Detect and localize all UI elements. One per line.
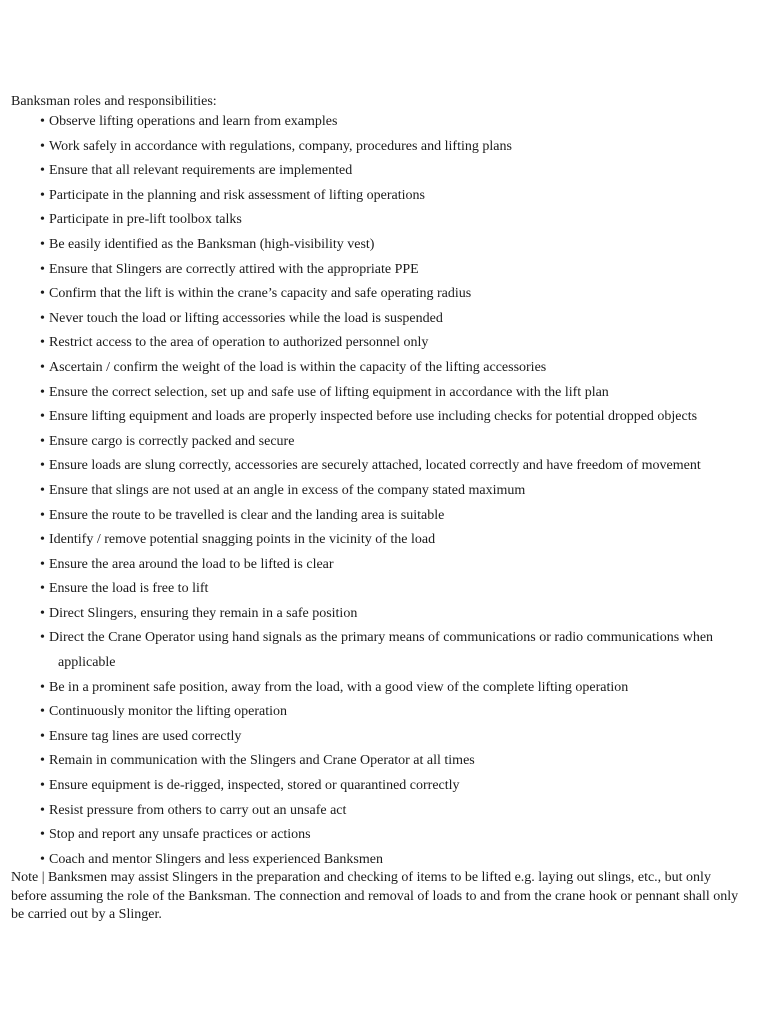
list-item: • Ensure that all relevant requirements are implemented [40, 159, 750, 184]
list-item: • Continuously monitor the lifting operation [40, 700, 750, 725]
list-item: • Restrict access to the area of operation to authorized personnel only [40, 331, 750, 356]
list-item: • Participate in pre-lift toolbox talks [40, 208, 750, 233]
note-paragraph: Note | Banksmen may assist Slingers in the preparation and checking of items to be lifted e.g. laying out slings, etc., but only before assuming the role of the Banksman. The connection and removal of loads to and from the crane hook or pennant shall only be carried out by a Slinger. [11, 870, 739, 923]
list-item: • Ensure the area around the load to be lifted is clear [40, 553, 750, 578]
list-item: • Ensure the correct selection, set up and safe use of lifting equipment in accordance with the lift plan [40, 381, 750, 406]
list-item: • Ensure the route to be travelled is clear and the landing area is suitable [40, 504, 750, 529]
list-item: • Be in a prominent safe position, away from the load, with a good view of the complete lifting operation [40, 676, 750, 701]
list-item: • Ensure that Slingers are correctly attired with the appropriate PPE [40, 258, 750, 283]
list-item: • Coach and mentor Slingers and less experienced Banksmen [40, 848, 750, 873]
list-item: • Never touch the load or lifting accessories while the load is suspended [40, 307, 750, 332]
list-item-continuation: applicable [58, 655, 116, 671]
list-item: • Ascertain / confirm the weight of the load is within the capacity of the lifting accessories [40, 356, 750, 381]
list-item: • Observe lifting operations and learn from examples [40, 110, 750, 135]
list-item: • Ensure the load is free to lift [40, 577, 750, 602]
list-item: • Ensure equipment is de-rigged, inspected, stored or quarantined correctly [40, 774, 750, 799]
list-item: • Direct Slingers, ensuring they remain in a safe position [40, 602, 750, 627]
list-item: • Work safely in accordance with regulations, company, procedures and lifting plans [40, 135, 750, 160]
section-heading: Banksman roles and responsibilities: [11, 94, 217, 109]
list-item: • Confirm that the lift is within the crane’s capacity and safe operating radius [40, 282, 750, 307]
list-item: • Stop and report any unsafe practices or actions [40, 823, 750, 848]
list-item: • Ensure loads are slung correctly, accessories are securely attached, located correctly and have freedom of movement [40, 454, 750, 479]
list-item: • Ensure cargo is correctly packed and secure [40, 430, 750, 455]
list-item: • Ensure that slings are not used at an angle in excess of the company stated maximum [40, 479, 750, 504]
list-item: • Remain in communication with the Slingers and Crane Operator at all times [40, 749, 750, 774]
list-item: • Ensure tag lines are used correctly [40, 725, 750, 750]
responsibilities-list [40, 110, 750, 872]
list-item: • Identify / remove potential snagging points in the vicinity of the load [40, 528, 750, 553]
list-item: • Be easily identified as the Banksman (high-visibility vest) [40, 233, 750, 258]
list-item: • Resist pressure from others to carry out an unsafe act [40, 799, 750, 824]
list-item: • Ensure lifting equipment and loads are properly inspected before use including checks for potential dropped objects [40, 405, 750, 430]
list-item: • Direct the Crane Operator using hand signals as the primary means of communications or radio communications when applicable [40, 626, 750, 675]
list-item: • Participate in the planning and risk assessment of lifting operations [40, 184, 750, 209]
